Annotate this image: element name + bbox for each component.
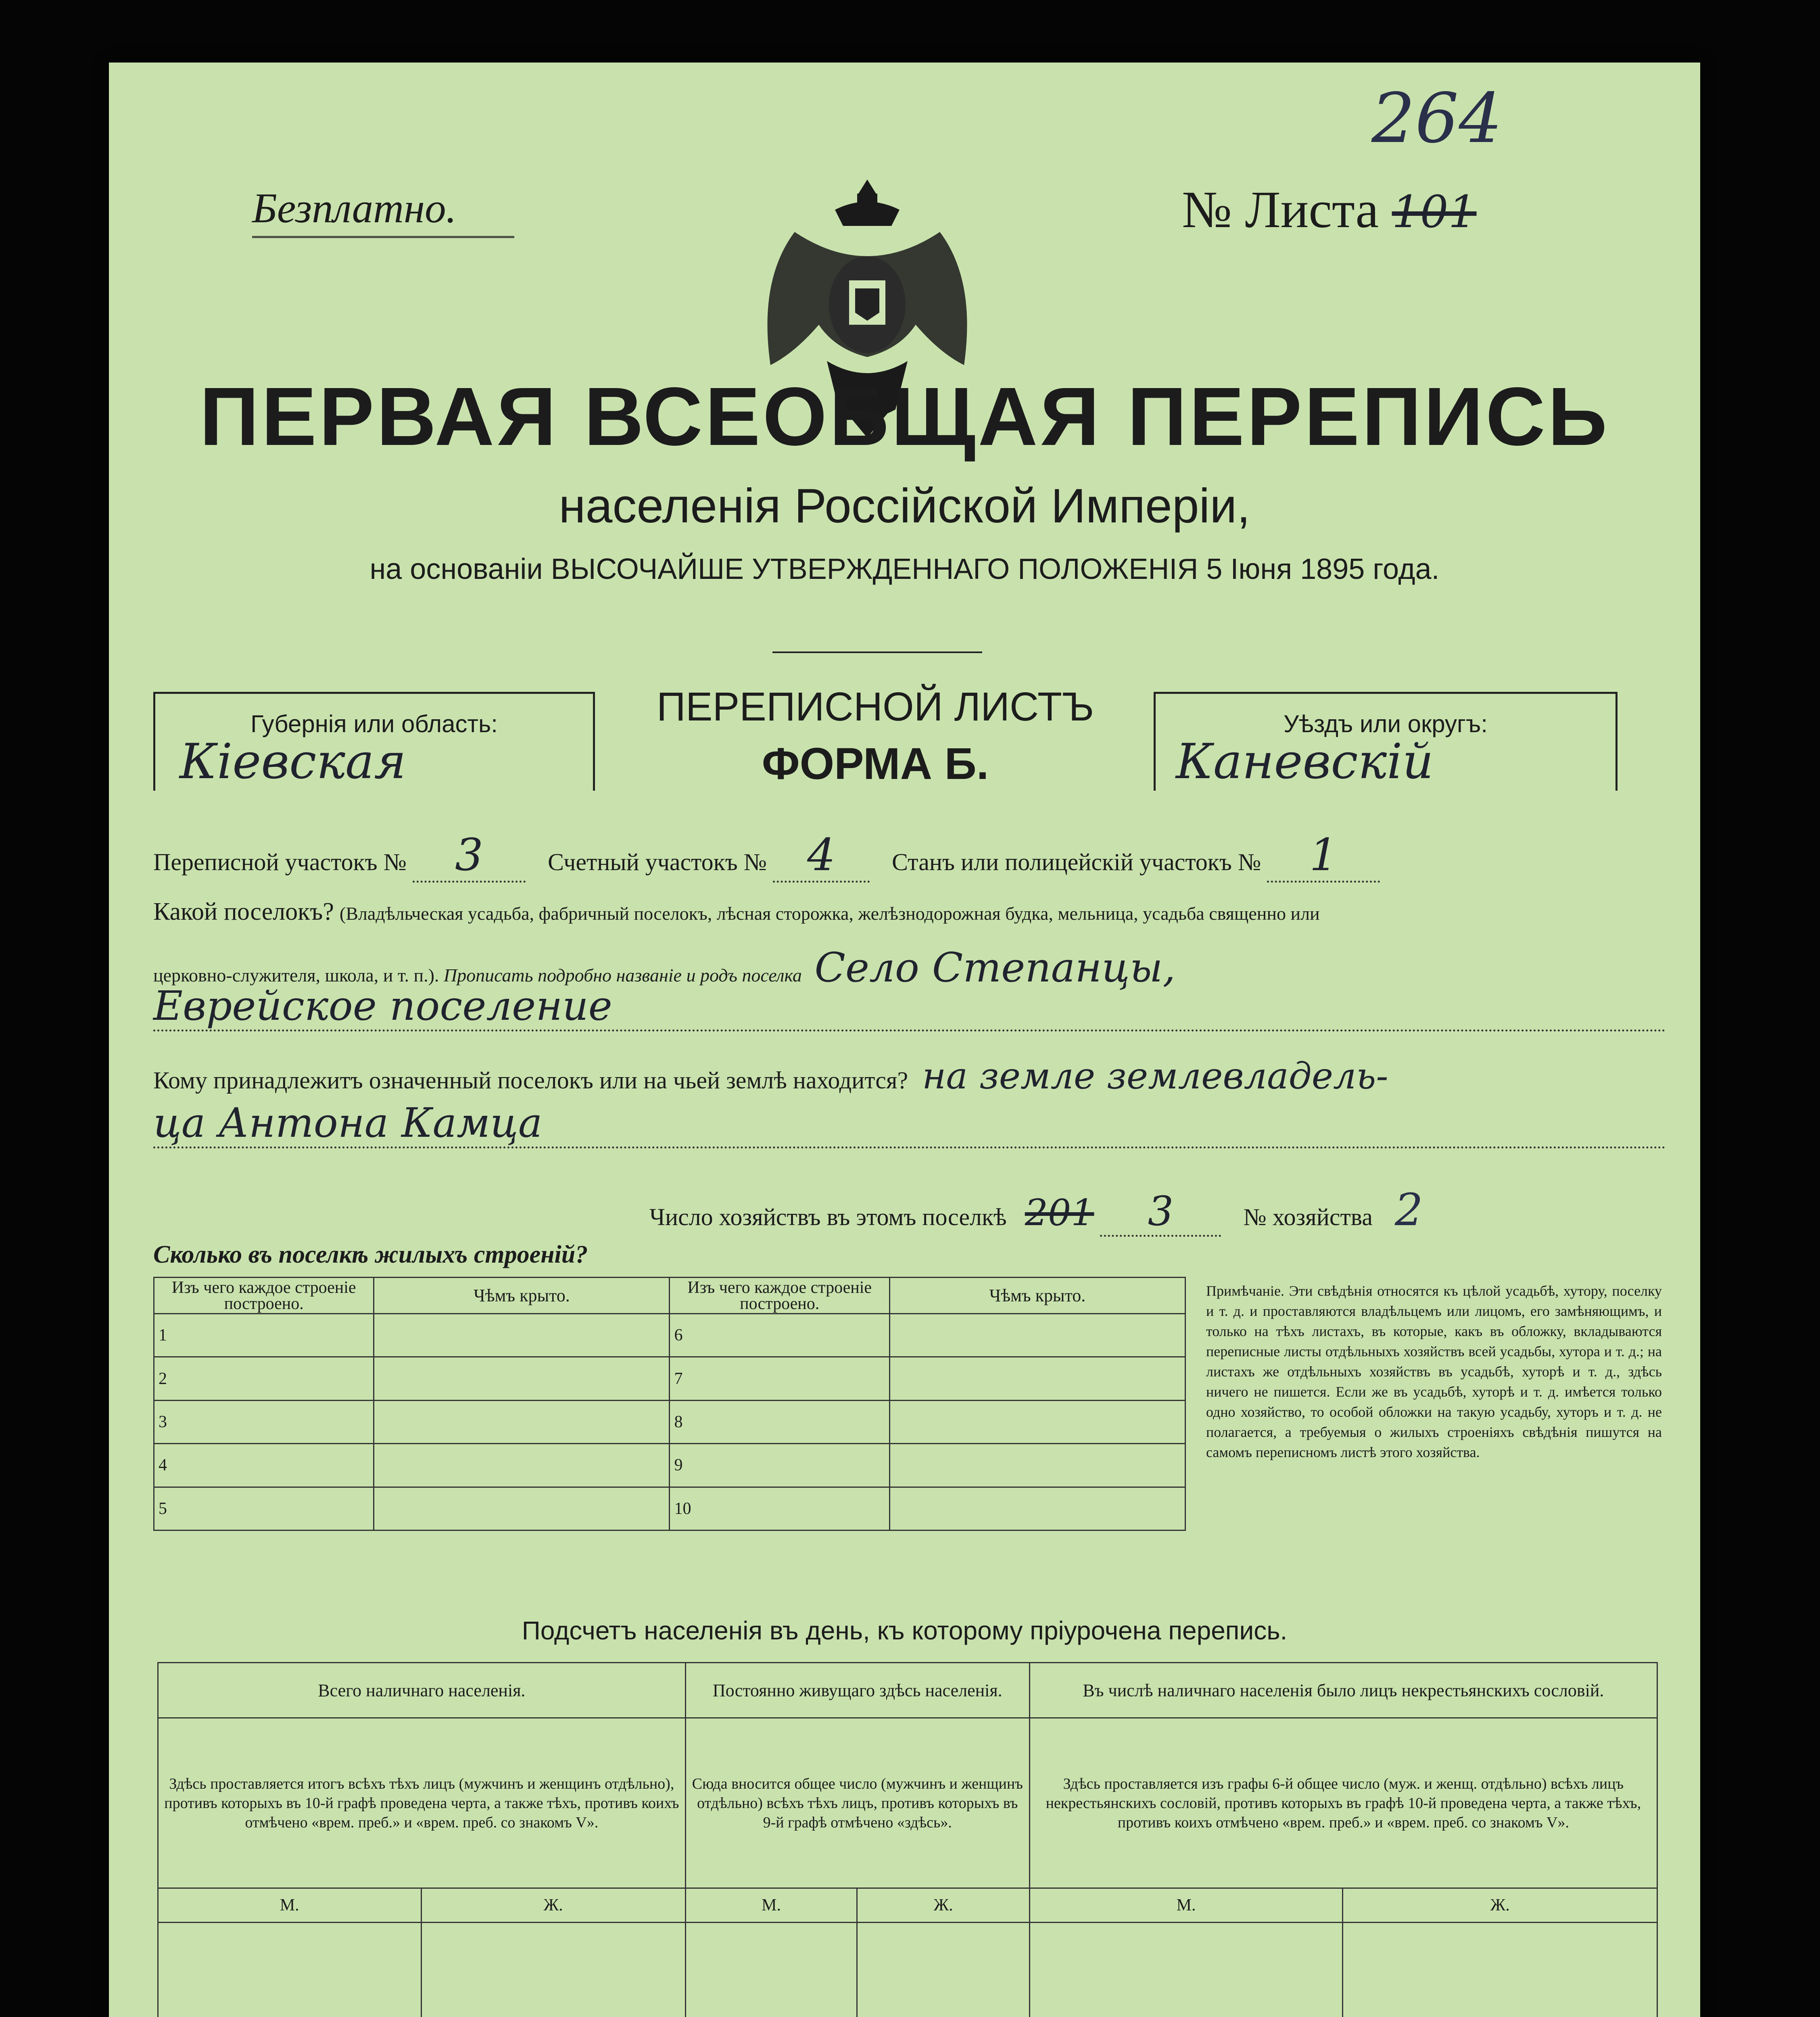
- building-row-number: 9: [670, 1444, 889, 1487]
- settlement-value2: Еврейское поселение: [153, 982, 1666, 1031]
- count-col2-head: Постоянно живущаго здѣсь населенія.: [685, 1663, 1029, 1718]
- census-area-row: [153, 829, 1666, 883]
- title-divider: [772, 651, 982, 653]
- count-female-head: Ж.: [1343, 1888, 1657, 1922]
- count-male-head: М.: [685, 1888, 857, 1922]
- province-box: [153, 692, 595, 791]
- district-value: Каневскій: [1176, 734, 1434, 790]
- census-area-label: Переписной участокъ №: [153, 849, 407, 875]
- settlement-q: Какой поселокъ?: [153, 898, 334, 925]
- building-row-number: 6: [670, 1314, 889, 1357]
- building-row-number: 2: [154, 1357, 374, 1400]
- households-value: 3: [1100, 1188, 1221, 1237]
- sheet-title: [593, 684, 1158, 789]
- buildings-note: Примѣчаніе. Эти свѣдѣнія относятся къ цѣлой усадьбѣ, хутору, поселку и т. д. и проставляются владѣльцемъ или лицомъ, его замѣняющимъ, и только на тѣхъ листахъ, въ которые, какъ въ обложку, вкладываются переписные листы отдѣльныхъ хозяйствъ всей усадьбы, хутора и т. д.; на листахъ же отдѣльныхъ хозяйствъ въ усадьбѣ, хуторѣ и т. д., здѣсь ничего не пишется. Если же въ усадьбѣ, хуторѣ и т. д. имѣется только одно хозяйство, то особой обложки на такую усадьбу, хуторъ и т. д. не полагается, а требуемыя о жилыхъ строеніяхъ свѣдѣнія пишутся на самомъ переписномъ листѣ этого хозяйства.: [1206, 1283, 1662, 1460]
- household-no-value: 2: [1394, 1184, 1423, 1236]
- camp-label: Станъ или полицейскій участокъ №: [892, 849, 1261, 875]
- sheet-number: [1182, 180, 1477, 240]
- building-row-number: 10: [670, 1487, 889, 1530]
- owner-value1: на земле землевладель-: [922, 1055, 1388, 1097]
- sheet-title-line2: ФОРМА Б.: [762, 739, 989, 789]
- buildings-question: Сколько въ поселкѣ жилыхъ строеній?: [153, 1241, 588, 1268]
- buildings-head-material-left: Изъ чего каждое строеніе построено.: [154, 1278, 374, 1314]
- building-row-number: 3: [154, 1400, 374, 1443]
- owner-row: [153, 1055, 1666, 1097]
- settlement-hint2: церковно-служителя, школа, и т. п.).: [153, 965, 439, 986]
- building-row-number: 4: [154, 1444, 374, 1487]
- settlement-hint: (Владѣльческая усадьба, фабричный поселокъ, лѣсная сторожка, желѣзнодорожная будка, мельница, усадьба священно или: [339, 903, 1320, 924]
- count-title: Подсчетъ населенія въ день, къ которому пріурочена перепись.: [522, 1616, 1288, 1645]
- sheet-number-struck: 101: [1392, 186, 1477, 238]
- province-value: Кіевская: [179, 734, 406, 790]
- count-area-value: 4: [773, 829, 870, 883]
- population-count-table: [157, 1662, 1658, 2017]
- sheet-title-line1: ПЕРЕПИСНОЙ ЛИСТЪ: [656, 684, 1094, 729]
- count-female-head: Ж.: [421, 1888, 685, 1922]
- household-no-label: № хозяйства: [1243, 1204, 1373, 1230]
- settlement-value1: Село Степанцы,: [814, 944, 1176, 991]
- district-box: [1154, 692, 1618, 791]
- building-row-number: 1: [154, 1314, 374, 1357]
- count-col2-text: Сюда вносится общее число (мужчинъ и женщинъ отдѣльно) всѣхъ тѣхъ лицъ, противъ которыхъ въ 9-й графѣ отмѣчено «здѣсь».: [685, 1718, 1029, 1888]
- province-label: Губернія или область:: [250, 710, 498, 737]
- households-label: Число хозяйствъ въ этомъ поселкѣ: [649, 1204, 1007, 1230]
- building-row-number: 7: [670, 1357, 889, 1400]
- count-cell: [1029, 1922, 1343, 2017]
- main-title: ПЕРВАЯ ВСЕОБЩАЯ ПЕРЕПИСЬ: [199, 370, 1610, 463]
- count-cell: [685, 1922, 857, 2017]
- settlement-question: [153, 898, 1666, 926]
- owner-question: Кому принадлежитъ означенный поселокъ или на чьей землѣ находится?: [153, 1067, 908, 1094]
- count-male-head: М.: [1029, 1888, 1343, 1922]
- count-col1-head: Всего наличнаго населенія.: [158, 1663, 686, 1718]
- census-sheet: [109, 63, 1700, 2017]
- count-col3-text: Здѣсь проставляется изъ графы 6-й общее число (муж. и женщ. отдѣльно) всѣхъ лицъ некрестьянскихъ сословій, противъ которыхъ въ графѣ 10-й проведена черта, а также тѣхъ, противъ коихъ отмѣчено «врем. преб.» и «врем. преб. со знакомъ V».: [1029, 1718, 1657, 1888]
- building-row-number: 8: [670, 1400, 889, 1443]
- count-area-label: Счетный участокъ №: [547, 849, 767, 875]
- building-row-number: 5: [154, 1487, 374, 1530]
- subtitle: населенія Россійской Имперіи,: [559, 479, 1250, 533]
- district-label: Уѣздъ или округъ:: [1283, 710, 1488, 737]
- camp-value: 1: [1267, 829, 1380, 883]
- buildings-head-material-right: Изъ чего каждое строеніе построено.: [670, 1278, 889, 1314]
- count-col3-head: Въ числѣ наличнаго населенія было лицъ некрестьянскихъ сословій.: [1029, 1663, 1657, 1718]
- owner-value2: ца Антона Камца: [153, 1099, 1666, 1148]
- count-female-head: Ж.: [857, 1888, 1029, 1922]
- basis-line: на основаніи ВЫСОЧАЙШЕ УТВЕРЖДЕННАГО ПОЛОЖЕНІЯ 5 Іюня 1895 года.: [369, 553, 1440, 585]
- settlement-instr: Прописать подробно названіе и родъ поселка: [443, 965, 802, 986]
- count-male-head: М.: [158, 1888, 422, 1922]
- free-label: [252, 184, 514, 238]
- count-cell: [857, 1922, 1029, 2017]
- households-struck: 201: [1025, 1192, 1094, 1234]
- count-cell: [1343, 1922, 1657, 2017]
- count-cell: [158, 1922, 422, 2017]
- buildings-head-roof-right: Чѣмъ крыто.: [889, 1278, 1185, 1314]
- sheet-number-label: № Листа: [1182, 181, 1379, 239]
- count-col1-text: Здѣсь проставляется итогъ всѣхъ тѣхъ лицъ (мужчинъ и женщинъ отдѣльно), противъ которыхъ въ 10-й графѣ проведена черта, а также тѣхъ, противъ коихъ отмѣчено «врем. преб.» и «врем. преб. со знакомъ V».: [158, 1718, 686, 1888]
- archive-number: 264: [1371, 79, 1503, 159]
- households-row: [649, 1184, 1678, 1237]
- buildings-head-roof-left: Чѣмъ крыто.: [374, 1278, 670, 1314]
- census-area-value: 3: [413, 829, 526, 883]
- buildings-table: [153, 1277, 1186, 1531]
- free-text: Безплатно.: [252, 184, 457, 232]
- count-cell: [421, 1922, 685, 2017]
